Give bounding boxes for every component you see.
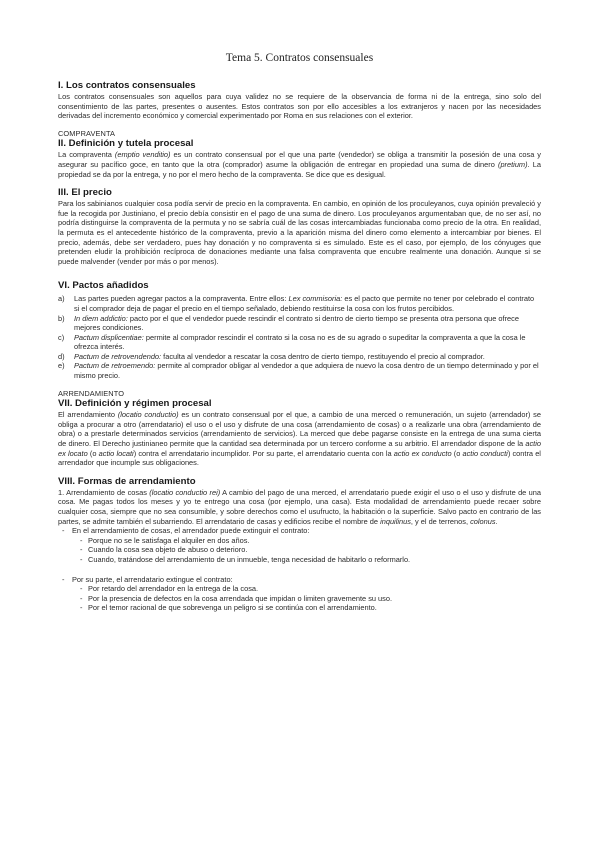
- list-item: - Por el temor racional de que sobrevenga un peligro si se continúa con el arrendamiento.: [80, 603, 377, 613]
- section-1-body: Los contratos consensuales son aquellos para cuya validez no se requiere de la observancia de forma ni de la entrega, sino solo del consentimiento de las partes, presentes o ausentes. Estos contratos son por ello accesibles a los extranjeros y nacen por las necesidades derivadas del incremento económico y comercial experimentado por Roma en sus relaciones con el exterior.: [58, 92, 541, 121]
- pactos-list: [58, 294, 541, 380]
- section-3-body: Para los sabinianos cualquier cosa podía servir de precio en la compraventa. En cambio, en opinión de los proculeyanos, cuya opinión prevaleció y fue la recogida por Justiniano, el precio debía consistir en el pago de una suma de dinero. Los proculeyanos argumentaban que, de no ser así, no podría distinguirse la compraventa de la permuta y no se sabría cuál de las cosas intercambiadas funcionaba como precio de la otra. En realidad, la permuta es el antecedente histórico de la compraventa, previo a la aparición misma del dinero como elemento a intercambiar por bienes. El precio, además, debe ser verdadero, pues hay donación y no compraventa si es simulado. Este es el caso, por ejemplo, de los cónyuges que pretenden eludir la prohibición recíproca de donaciones mediante una falsa compraventa que encubre realmente una donación. Aunque si se puede malvender (vender por más o por menos).: [58, 199, 541, 266]
- list-item: - Por la presencia de defectos en la cosa arrendada que impidan o limiten gravemente su uso.: [80, 593, 393, 603]
- caption-compraventa: COMPRAVENTA: [58, 128, 116, 138]
- section-7-body: El arrendamiento (locatio conductio) es un contrato consensual por el que, a cambio de una merced o remuneración, un sujeto (arrendador) se obliga a procurar a otro (arrendatario) el uso o el uso y disfrute de una cosa (arrendamiento de cosas) o a realizarle una obra (arrendamiento de obra) o a prestarle determinados servicios (arrendamiento de servicios). La merced que debe pagarse consiste en la entrega de una suma cierta de dinero. El Derecho justinianeo permite que la cantidad sea determinada por un tercero conforme a su arbitrio. El arrendador dispone de la actio ex locato (o actio locati) contra el arrendatario incumplidor. Por su parte, el arrendatario cuenta con la actio ex conducto (o actio conducti) contra el arrendador que incumple sus obligaciones.: [58, 410, 541, 468]
- list-item: - Por su parte, el arrendatario extingue el contrato:: [62, 574, 233, 584]
- list-item: - Por retardo del arrendador en la entrega de la cosa.: [80, 584, 259, 594]
- section-heading-1: I. Los contratos consensuales: [58, 80, 196, 91]
- section-heading-2: II. Definición y tutela procesal: [58, 138, 194, 150]
- section-heading-6: VI. Pactos añadidos: [58, 280, 149, 292]
- list-item: - En el arrendamiento de cosas, el arrendador puede extinguir el contrato:: [62, 526, 310, 536]
- section-heading-3: III. El precio: [58, 187, 112, 199]
- list-item: - Cuando la cosa sea objeto de abuso o deterioro.: [80, 545, 248, 555]
- list-item: a) Las partes pueden agregar pactos a la compraventa. Entre ellos: Lex commisoria: es el pacto que permite no tener por celebrado el contrato si el comprador deja de pagar el precio en el tiempo señalado, debiendo restituirse la cosa con los frutos percibidos.: [58, 294, 535, 313]
- caption-arrendamiento: ARRENDAMIENTO: [58, 388, 125, 398]
- section-heading-8: VIII. Formas de arrendamiento: [58, 475, 196, 487]
- section-2-body: La compraventa (emptio venditio) es un contrato consensual por el que una parte (vendedor) se obliga a transmitir la posesión de una cosa y asegurar su pacífico goce, en tanto que la otra (comprador) asume la obligación de entregar en propiedad una suma de dinero (pretium). La propiedad se da por la entrega, y no por el mero hecho de la compraventa. Se dice que es desigual.: [58, 150, 542, 179]
- list-item: b) In diem addictio: pacto por el que el vendedor puede rescindir el contrato si dentro de cierto tiempo se presenta otra persona que ofrece mejores condiciones.: [58, 313, 519, 333]
- document-page: [58, 52, 541, 613]
- list-item: e) Pactum de retroemendo: permite al comprador obligar al vendedor a que adquiera de nuevo la cosa dentro de un tiempo determinado y por el mismo precio.: [58, 361, 539, 381]
- page-title: Tema 5. Contratos consensuales: [225, 52, 374, 64]
- section-heading-7: VII. Definición y régimen procesal: [58, 398, 212, 410]
- list-item: - Porque no se le satisfaga el alquiler en dos años.: [80, 535, 250, 545]
- section-8-body: 1. Arrendamiento de cosas (locatio conductio rei) A cambio del pago de una merced, el arrendatario puede exigir el uso o el uso y disfrute de una cosa. Me pagas todos los meses y yo te entrego una cosa (por ejemplo, una casa). Esta modalidad de arrendamiento puede recaer sobre cualquier cosa, siempre que no sea consumible, y sobre derechos como el usufructo, la habitación o la superficie. Salvo pacto en contrario de las partes, se admite también el subarriendo. El arrendatario de casas y edificios recibe el nombre de inquilinus, y el de terrenos, colonus.: [58, 487, 541, 526]
- list-item: - Cuando, tratándose del arrendamiento de un inmueble, tenga necesidad de habitarlo o reformarlo.: [80, 554, 411, 564]
- list-item: d) Pactum de retrovendendo: faculta al vendedor a rescatar la cosa dentro de cierto tiempo, restituyendo el precio al comprador.: [58, 351, 485, 361]
- list-item: c) Pactum displicentiae: permite al comprador rescindir el contrato si la cosa no es de su agrado o supeditar la compraventa a que la cosa le ofrezca interés.: [58, 332, 526, 352]
